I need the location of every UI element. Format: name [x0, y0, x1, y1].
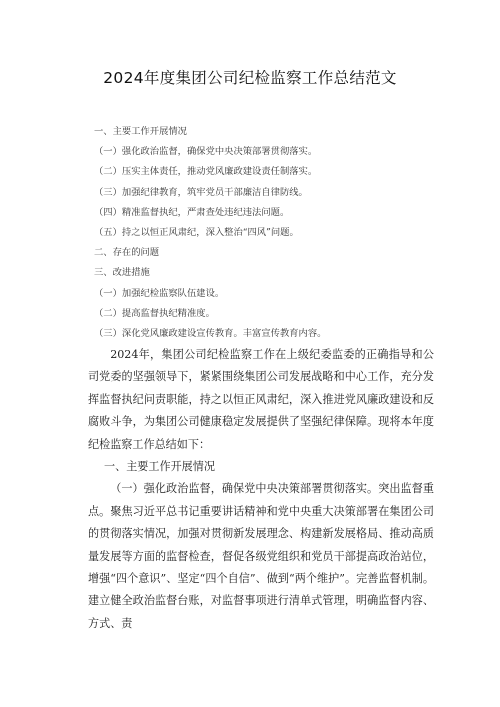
- intro-paragraph: 2024年，集团公司纪检监察工作在上级纪委监委的正确指导和公司党委的坚强领导下，紧紧围绕集团公司发展战略和中心工作，充分发挥监督执纪问责职能，持之以恒正风肃纪，深入推进党风廉政建设和反腐败斗争，为集团公司健康稳定发展提供了坚强纪律保障。现将本年度纪检监察工作总结如下：: [88, 348, 434, 451]
- outline-item: 三、改进措施: [94, 267, 150, 279]
- outline-item: （五）持之以恒正风肃纪，深入整治“四风”问题。: [94, 227, 299, 239]
- outline-item: （一）强化政治监督，确保党中央决策部署贯彻落实。: [94, 146, 318, 158]
- section-heading: 一、主要工作开展情况: [104, 460, 215, 474]
- outline-item: （二）提高监督执纪精准度。: [94, 307, 215, 319]
- outline-item: 二、存在的问题: [94, 247, 160, 259]
- outline-item: 一、主要工作开展情况: [94, 126, 187, 137]
- outline-item: （二）压实主体责任，推动党风廉政建设责任制落实。: [94, 166, 318, 178]
- document-title: 2024年度集团公司纪检监察工作总结范文: [103, 69, 397, 87]
- outline-item: （一）加强纪检监察队伍建设。: [94, 287, 225, 299]
- outline-item: （三）深化党风廉政建设宣传教育。丰富宣传教育内容。: [94, 328, 327, 340]
- section-paragraph: （一）强化政治监督，确保党中央决策部署贯彻落实。突出监督重点。聚焦习近平总书记重要讲话精神和党中央重大决策部署在集团公司的贯彻落实情况，加强对贯彻新发展理念、构建新发展格局、推动高质量发展等方面的监督检查，督促各级党组织和党员干部提高政治站位，增强“四个意识”、坚定“四个自信”、做到“两个维护”。完善监督机制。建立健全政治监督台账，对监督事项进行清单式管理，明确监督内容、方式、责: [88, 482, 434, 630]
- document-body: [88, 344, 434, 635]
- outline-item: （四）精准监督执纪，严肃查处违纪违法问题。: [94, 206, 290, 218]
- outline-item: （三）加强纪律教育，筑牢党员干部廉洁自律防线。: [94, 186, 308, 198]
- outline-list: [94, 122, 434, 344]
